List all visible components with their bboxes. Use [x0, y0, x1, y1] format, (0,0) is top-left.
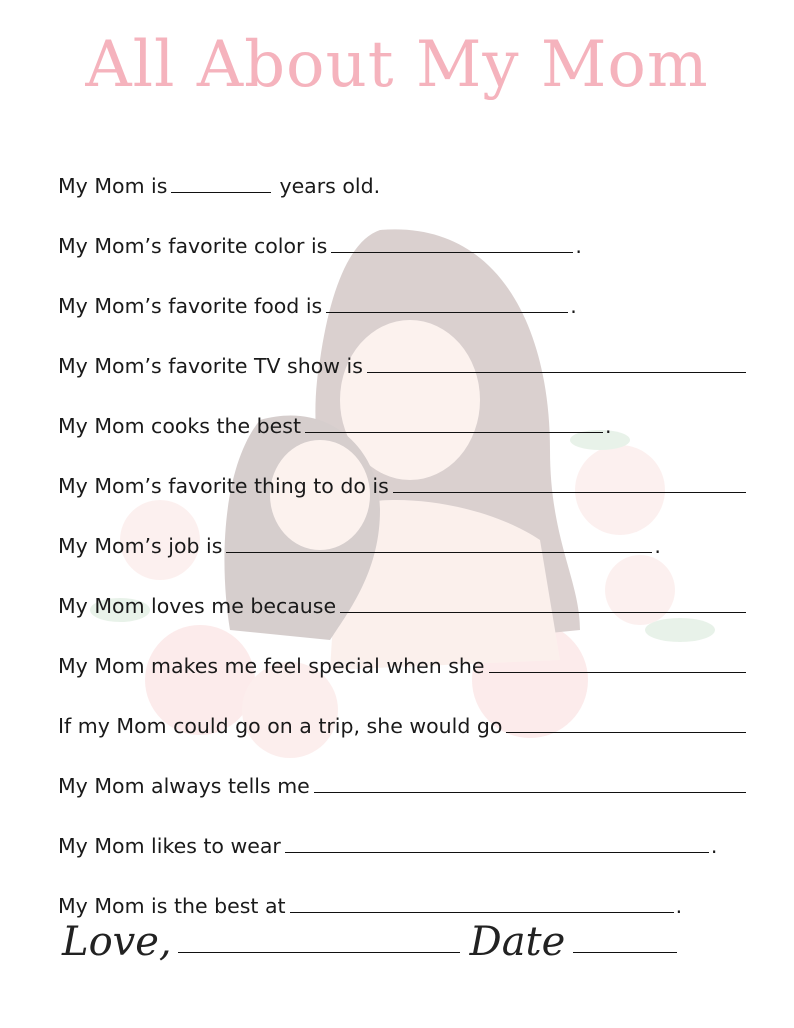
- question-row: [58, 258, 748, 318]
- question-text: My Mom’s favorite color is: [58, 234, 328, 258]
- answer-blank[interactable]: [367, 371, 746, 373]
- question-row: [58, 438, 748, 498]
- question-suffix: .: [710, 834, 718, 858]
- page-title: All About My Mom: [85, 28, 709, 102]
- question-text: My Mom is the best at: [58, 894, 286, 918]
- answer-blank[interactable]: [489, 671, 747, 673]
- question-row: [58, 378, 748, 438]
- question-text: My Mom loves me because: [58, 594, 337, 618]
- question-row: [58, 678, 748, 738]
- question-text: My Mom’s favorite thing to do is: [58, 474, 389, 498]
- question-row: [58, 618, 748, 678]
- question-text: My Mom makes me feel special when she: [58, 654, 485, 678]
- answer-blank[interactable]: [331, 251, 573, 253]
- question-text: My Mom likes to wear: [58, 834, 281, 858]
- question-suffix: .: [604, 414, 612, 438]
- answer-blank[interactable]: [171, 191, 271, 193]
- question-row: [58, 558, 748, 618]
- question-text: My Mom always tells me: [58, 774, 310, 798]
- answer-blank[interactable]: [226, 551, 652, 553]
- love-label: Love,: [62, 919, 172, 965]
- question-row: [58, 498, 748, 558]
- answer-blank[interactable]: [506, 731, 746, 733]
- question-row: [58, 138, 748, 198]
- question-suffix: .: [575, 234, 582, 258]
- question-suffix: years old.: [279, 174, 381, 198]
- love-signature-blank[interactable]: [178, 951, 460, 953]
- answer-blank[interactable]: [314, 791, 746, 793]
- answer-blank[interactable]: [340, 611, 746, 613]
- question-row: [58, 198, 748, 258]
- question-text: My Mom cooks the best: [58, 414, 301, 438]
- answer-blank[interactable]: [326, 311, 568, 313]
- question-text: My Mom’s favorite TV show is: [58, 354, 363, 378]
- question-text: My Mom’s job is: [58, 534, 223, 558]
- answer-blank[interactable]: [305, 431, 603, 433]
- question-text: My Mom is: [58, 174, 168, 198]
- questionnaire-lines: [58, 138, 748, 918]
- question-row: [58, 318, 748, 378]
- answer-blank[interactable]: [285, 851, 709, 853]
- question-text: If my Mom could go on a trip, she would go: [58, 714, 503, 738]
- answer-blank[interactable]: [393, 491, 746, 493]
- question-row: [58, 738, 748, 798]
- question-text: My Mom’s favorite food is: [58, 294, 323, 318]
- signature-row: [62, 895, 752, 965]
- question-suffix: .: [654, 534, 661, 558]
- question-suffix: .: [675, 894, 683, 918]
- date-blank[interactable]: [573, 951, 677, 953]
- date-label: Date: [469, 919, 566, 965]
- question-row: [58, 798, 748, 858]
- question-suffix: .: [570, 294, 577, 318]
